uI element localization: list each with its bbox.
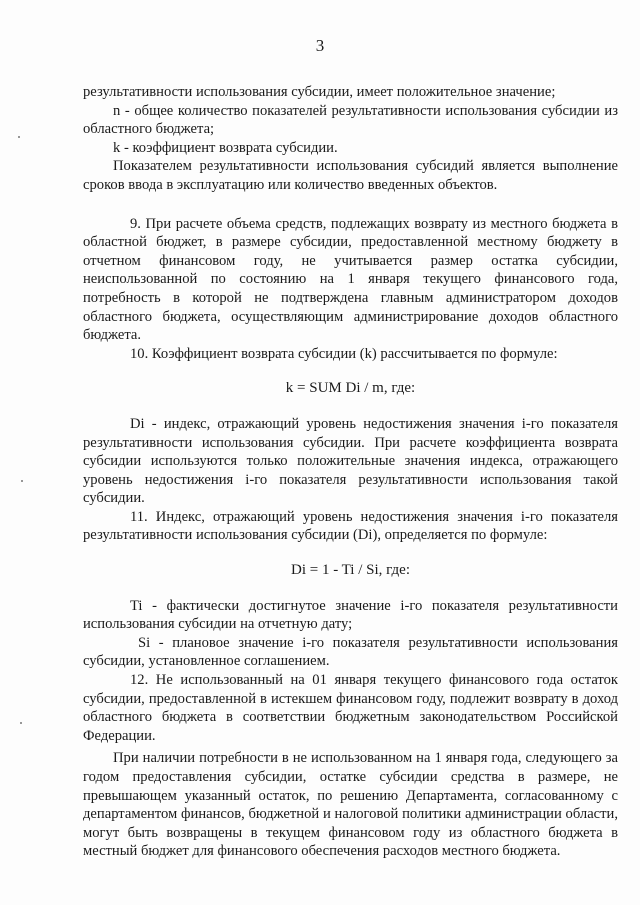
paragraph-continuation: результативности использования субсидии, имеет положительное значение; (83, 84, 556, 100)
paragraph-ti-definition: Ti - фактически достигнутое значение i-го показателя результативности использования субсидии на отчетную дату; (83, 597, 618, 633)
paragraph-si-definition: Si - плановое значение i-го показателя результативности использования субсидии, установленное соглашением. (83, 634, 618, 670)
scan-speck (20, 722, 22, 724)
paragraph-k-definition: k - коэффициент возврата субсидии. (113, 139, 338, 156)
paragraph-item-9: 9. При расчете объема средств, подлежащих возврату из местного бюджета в областной бюджет, в размере субсидии, предоставленной местному бюджету в отчетном финансовом году, не учитывается размер остатка субсидии, неиспользованной по состоянию на 1 января текущего финансового года, потребность в которой не подтверждена главным администратором доходов областного бюджета, осуществляющим администрирование доходов областного бюджета. (83, 215, 618, 344)
scan-speck (18, 136, 20, 138)
formula-k: k = SUM Di / m, где: (285, 380, 416, 397)
paragraph-di-definition: Di - индекс, отражающий уровень недостижения значения i-го показателя результативности использования субсидии. При расчете коэффициента возврата субсидии используются только положительные значения индекса, отражающего уровень недостижения i-го показателя результативности использования такой субсидии. (83, 415, 618, 507)
paragraph-item-12: 12. Не использованный на 01 января текущего финансового года остаток субсидии, предоставленной в истекшем финансовом году, подлежит возврату в доход областного бюджета в соответствии бюджетным законодательством Российской Федерации. (83, 672, 618, 744)
paragraph-item-11: 11. Индекс, отражающий уровень недостижения значения i-го показателя результативности использования субсидии (Di), определяется по формуле: (83, 508, 618, 544)
paragraph-n-definition: n - общее количество показателей результативности использования субсидии из областного бюджета; (83, 102, 618, 138)
scan-speck (21, 480, 23, 482)
paragraph-item-10: 10. Коэффициент возврата субсидии (k) рассчитывается по формуле: (130, 345, 558, 362)
formula-di: Di = 1 - Ti / Si, где: (290, 562, 411, 579)
paragraph-return-conditions: При наличии потребности в не использованном на 1 января года, следующего за годом предоставления субсидии, остатке субсидии средства в размере, не превышающем указанный остаток, по решению Департамента, согласованному с департаментом финансов, бюджетной и налоговой политики администрации области, могут быть возвращены в текущем финансовом году из областного бюджета в местный бюджет для финансового обеспечения расходов местного бюджета. (83, 750, 618, 860)
paragraph-indicator: Показателем результативности использования субсидий является выполнение сроков ввода в эксплуатацию или количество введенных объектов. (83, 158, 618, 193)
page-number: 3 (315, 36, 325, 55)
document-body (83, 83, 618, 861)
